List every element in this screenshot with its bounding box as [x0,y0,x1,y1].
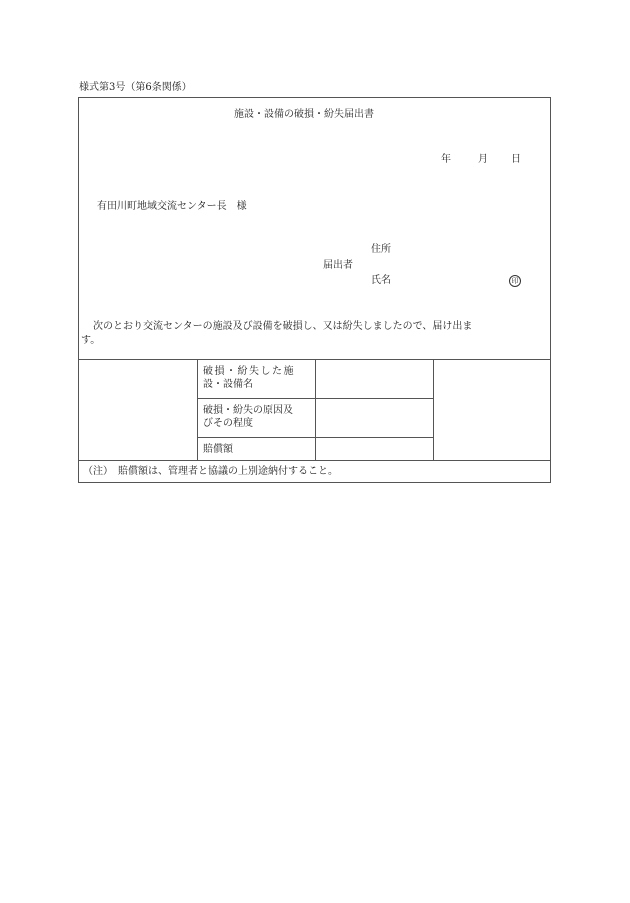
table-bottom-border [78,460,551,461]
table-row-label-3 [203,443,233,456]
address-label: 住所 [371,244,391,255]
statement-line-1: 次のとおり交流センターの施設及び設備を破損し、又は紛失しましたので、届け出ま [93,321,473,332]
table-row-label-1-line-1: 破損・紛失した施 [203,366,295,377]
date-month: 月 [478,154,488,165]
date-day: 日 [511,154,521,165]
addressee: 有田川町地域交流センター長 様 [97,201,247,212]
table-row-label-2 [203,404,293,430]
table-row-label-1 [203,365,295,391]
table-row-label-2-line-1: 破損・紛失の原因及 [203,405,293,416]
note: （注） 賠償額は、管理者と協議の上別途納付すること。 [83,466,338,477]
form-title: 施設・設備の破損・紛失届出書 [234,109,374,120]
seal-mark: 印 [509,275,521,287]
date-year: 年 [441,154,451,165]
reporter-label: 届出者 [323,260,353,271]
table-row-label-1-line-2: 設・設備名 [203,379,253,390]
table-col-divider-1 [197,359,198,460]
table-col-divider-2 [315,359,316,460]
name-label: 氏名 [371,275,391,286]
form-number: 様式第3号（第6条関係） [79,82,192,93]
table-row-label-3-line-1: 賠償額 [203,444,233,455]
table-col-divider-3 [433,359,434,460]
table-row-label-2-line-2: びその程度 [203,418,253,429]
statement-line-2: す。 [81,335,101,346]
